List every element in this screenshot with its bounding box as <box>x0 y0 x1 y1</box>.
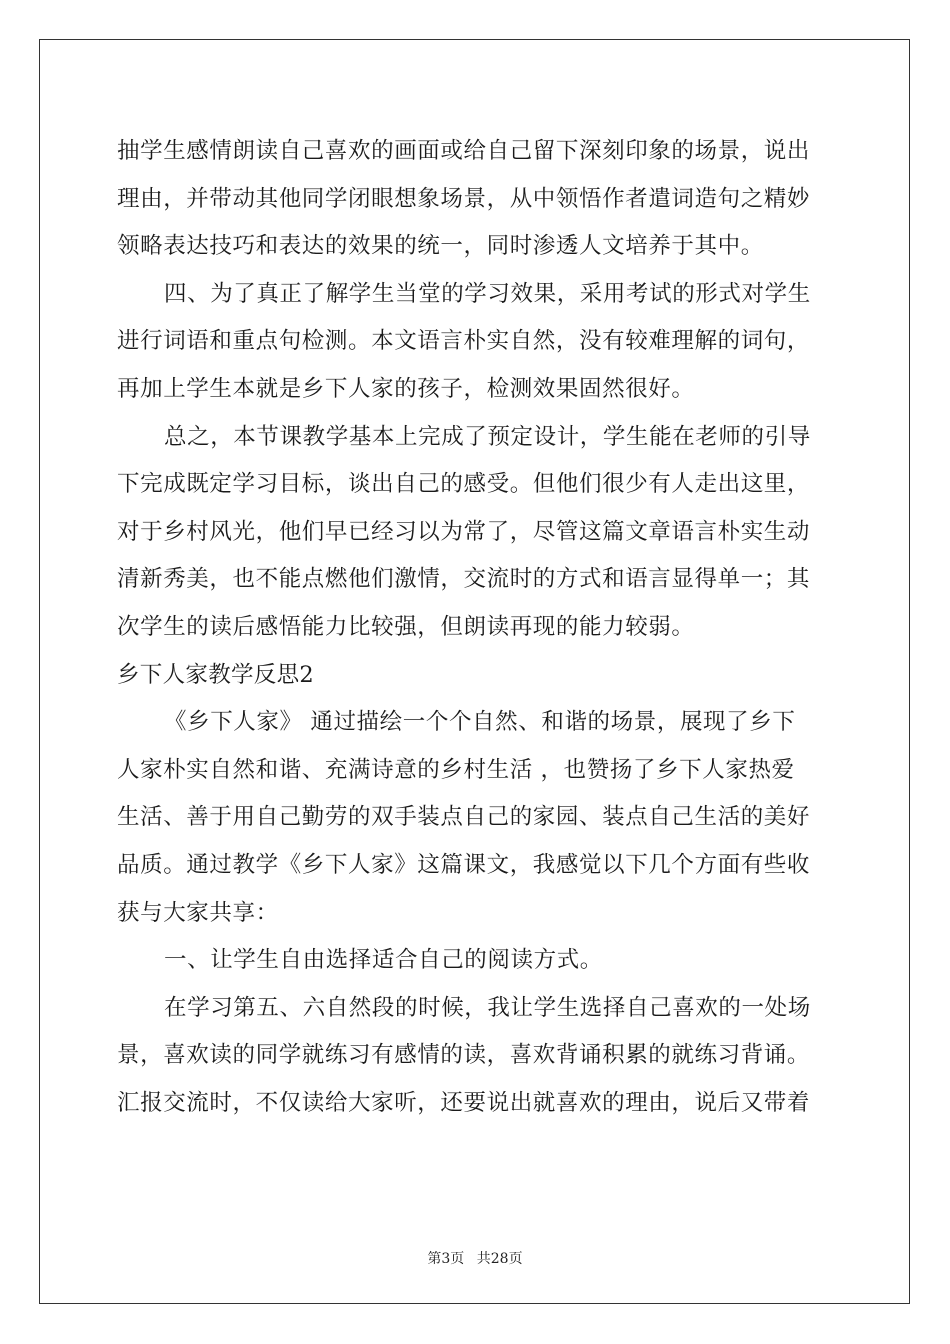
text-line: 汇报交流时，不仅读给大家听，还要说出就喜欢的理由，说后又带着 <box>117 1089 811 1116</box>
page-footer <box>0 1248 950 1268</box>
text-line: 次学生的读后感悟能力比较强，但朗读再现的能力较弱。 <box>117 613 695 640</box>
page-number: 第3页 <box>427 1251 465 1267</box>
paragraph-start-line: 在学习第五、六自然段的时候，我让学生选择自己喜欢的一处场 <box>164 994 811 1021</box>
text-line: 再加上学生本就是乡下人家的孩子，检测效果固然很好。 <box>117 375 695 402</box>
paragraph-start-line: 一、让学生自由选择适合自己的阅读方式。 <box>164 947 603 974</box>
text-line: 品质。通过教学《乡下人家》这篇课文，我感觉以下几个方面有些收 <box>117 851 811 878</box>
text-line: 抽学生感情朗读自己喜欢的画面或给自己留下深刻印象的场景，说出 <box>117 138 811 164</box>
text-line: 对于乡村风光，他们早已经习以为常了，尽管这篇文章语言朴实生动 <box>117 518 811 545</box>
text-line: 人家朴实自然和谐、充满诗意的乡村生活 ，也赞扬了乡下人家热爱 <box>117 756 795 783</box>
text-line: 清新秀美，也不能点燃他们激情，交流时的方式和语言显得单一；其 <box>117 566 811 593</box>
paragraph-start-line: 四、为了真正了解学生当堂的学习效果，采用考试的形式对学生 <box>164 280 811 307</box>
text-line: 进行词语和重点句检测。本文语言朴实自然，没有较难理解的词句， <box>117 328 811 355</box>
page-total: 共28页 <box>476 1251 523 1267</box>
text-line: 获与大家共享： <box>117 899 279 926</box>
text-line: 生活、善于用自己勤劳的双手装点自己的家园、装点自己生活的美好 <box>117 804 811 831</box>
text-line: 下完成既定学习目标，谈出自己的感受。但他们很少有人走出这里， <box>117 471 811 498</box>
text-line: 景，喜欢读的同学就练习有感情的读，喜欢背诵积累的就练习背诵。 <box>117 1042 811 1069</box>
paragraph-start-line: 总之，本节课教学基本上完成了预定设计，学生能在老师的引导 <box>164 423 811 450</box>
paragraph-start-line: 《乡下人家》 通过描绘一个个自然、和谐的场景，展现了乡下 <box>164 709 796 736</box>
text-line: 领略表达技巧和表达的效果的统一，同时渗透人文培养于其中。 <box>117 233 764 260</box>
section-heading: 乡下人家教学反思2 <box>117 661 315 688</box>
text-line: 理由，并带动其他同学闭眼想象场景，从中领悟作者遣词造句之精妙 <box>117 185 811 212</box>
document-body <box>117 128 833 1127</box>
